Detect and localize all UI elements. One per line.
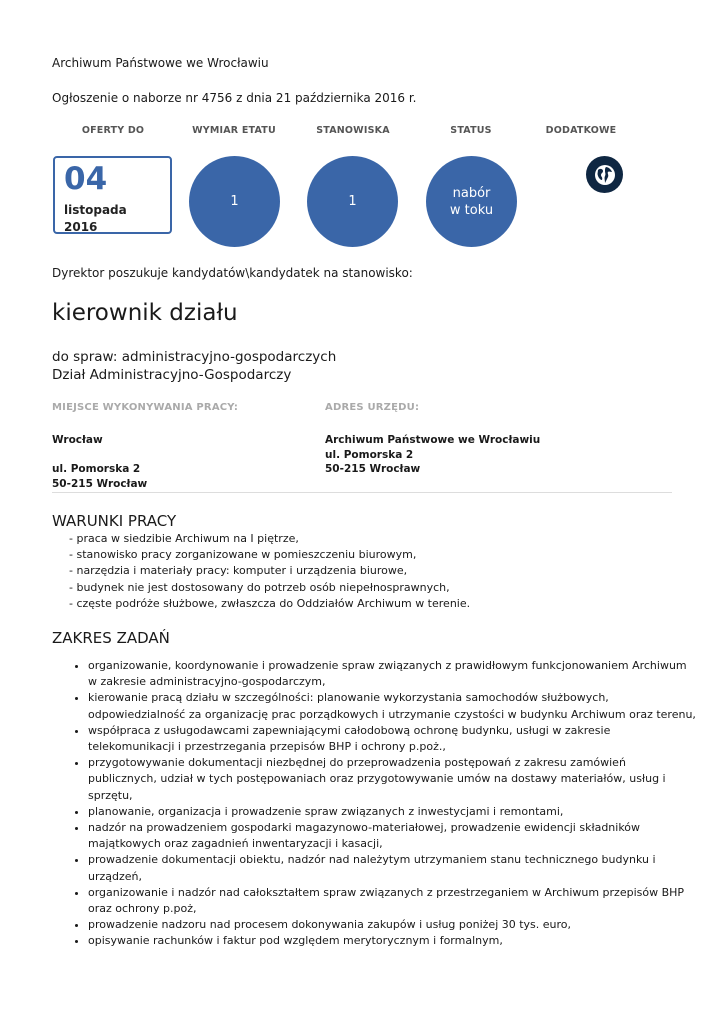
- globe-icon-graphic: [594, 164, 616, 186]
- list-item: • planowanie, organizacja i prowadzenie spraw związanych z inwestycjami i remontami,: [88, 804, 698, 820]
- workplace-street: ul. Pomorska 2: [52, 463, 141, 475]
- globe-icon[interactable]: [586, 156, 623, 193]
- list-item: - praca w siedzibie Archiwum na I piętrze,: [69, 532, 299, 545]
- position-area: do spraw: administracyjno-gospodarczych: [52, 349, 337, 365]
- positions-label: STANOWISKA: [316, 125, 390, 136]
- office-postal: 50-215 Wrocław: [325, 463, 421, 475]
- office-name: Archiwum Państwowe we Wrocławiu: [325, 434, 541, 446]
- status-label: STATUS: [450, 125, 492, 136]
- deadline-day: 04: [64, 161, 108, 197]
- deadline-date-box: [53, 156, 172, 234]
- position-department: Dział Administracyjno-Gospodarczy: [52, 367, 292, 383]
- list-item: - narzędzia i materiały pracy: komputer i urządzenia biurowe,: [69, 564, 408, 578]
- list-item: • opisywanie rachunków i faktur pod względem merytorycznym i formalnym,: [88, 933, 698, 949]
- list-item: - stanowisko pracy zorganizowane w pomieszczeniu biurowym,: [69, 548, 417, 562]
- workplace-city: Wrocław: [52, 434, 103, 446]
- list-item: • organizowanie i nadzór nad całokształtem spraw związanych z przestrzeganiem w Archiwum przepisów BHP oraz ochrony p.poż,: [88, 885, 698, 917]
- list-item: • organizowanie, koordynowanie i prowadzenie spraw związanych z prawidłowym funkcjonowaniem Archiwum w zakresie administracyjno-gospodarczym,: [88, 658, 698, 690]
- institution-name: Archiwum Państwowe we Wrocławiu: [52, 56, 269, 70]
- office-street: ul. Pomorska 2: [325, 448, 414, 461]
- fte-circle: [189, 156, 280, 247]
- fte-label: WYMIAR ETATU: [192, 125, 276, 136]
- status-line-1: nabór: [452, 185, 491, 201]
- positions-circle: [307, 156, 398, 247]
- deadline-month: listopada: [64, 203, 127, 217]
- notice-title: Ogłoszenie o naborze nr 4756 z dnia 21 października 2016 r.: [52, 91, 417, 105]
- list-item: • współpraca z usługodawcami zapewniającymi całodobową ochronę budynku, usługi w zakresie telekomunikacji i przestrzegania przepisów BHP i ochrony p.poż.,: [88, 723, 698, 755]
- office-address-label: ADRES URZĘDU:: [325, 402, 420, 413]
- list-item: - budynek nie jest dostosowany do potrzeb osób niepełnosprawnych,: [69, 580, 450, 594]
- extra-label: DODATKOWE: [545, 125, 617, 136]
- list-item: • przygotowywanie dokumentacji niezbędnej do przeprowadzenia postępowań z zakresu zamówień publicznych, udział w tych postępowaniach oraz przygotowywanie umów na dostawy materiałów, usług i sprzętu,: [88, 755, 698, 804]
- status-circle: [426, 156, 517, 247]
- duties-list: [72, 658, 698, 950]
- deadline-year: 2016: [64, 220, 98, 234]
- divider: [52, 492, 672, 493]
- fte-value: 1: [230, 194, 239, 209]
- status-value: [450, 185, 493, 219]
- positions-value: 1: [348, 194, 357, 209]
- list-item: • prowadzenie dokumentacji obiektu, nadzór nad należytym utrzymaniem stanu technicznego budynku i urządzeń,: [88, 852, 698, 884]
- intro-text: Dyrektor poszukuje kandydatów\kandydatek na stanowisko:: [52, 266, 413, 280]
- list-item: • prowadzenie nadzoru nad procesem dokonywania zakupów i usług poniżej 30 tys. euro,: [88, 917, 698, 933]
- duties-heading: ZAKRES ZADAŃ: [52, 629, 170, 647]
- status-line-2: w toku: [449, 202, 494, 218]
- position-title: kierownik działu: [52, 300, 238, 326]
- workplace-postal: 50-215 Wrocław: [52, 477, 148, 490]
- list-item: - częste podróże służbowe, zwłaszcza do Oddziałów Archiwum w terenie.: [69, 596, 471, 610]
- deadline-month-year: [64, 202, 127, 236]
- list-item: • kierowanie pracą działu w szczególności: planowanie wykorzystania samochodów służbowych, odpowiedzialność za organizację prac porządkowych i utrzymanie czystości w budynku Archiwum oraz terenu,: [88, 690, 698, 722]
- position-subtitle: [52, 348, 336, 384]
- workplace-address: [52, 433, 147, 491]
- list-item: • nadzór na prowadzeniem gospodarki magazynowo-materiałowej, prowadzenie ewidencji składników majątkowych oraz zagadnień inwentaryzacji i kasacji,: [88, 820, 698, 852]
- workplace-label: MIEJSCE WYKONYWANIA PRACY:: [52, 402, 239, 413]
- office-address: [325, 433, 540, 477]
- deadline-label: OFERTY DO: [81, 125, 145, 136]
- conditions-list: [69, 531, 470, 612]
- conditions-heading: WARUNKI PRACY: [52, 512, 177, 530]
